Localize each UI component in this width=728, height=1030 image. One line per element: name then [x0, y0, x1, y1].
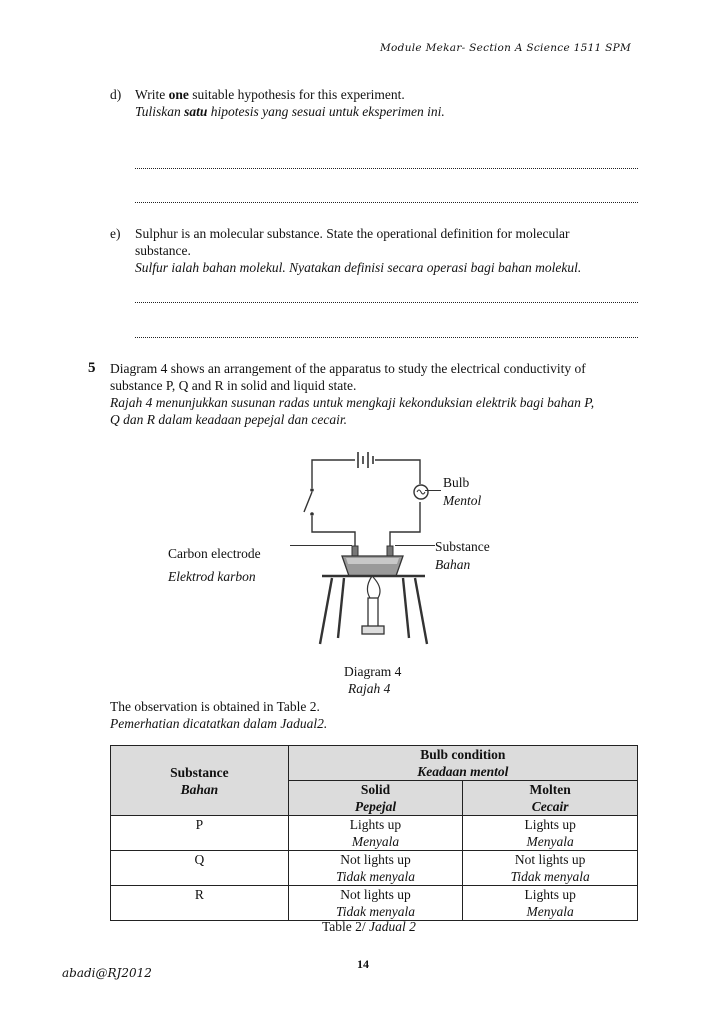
question-e-malay: Sulfur ialah bahan molekul. Nyatakan definisi secara operasi bagi bahan molekul. [135, 260, 582, 275]
diagram-caption-malay: Rajah 4 [348, 681, 391, 696]
switch-icon [310, 488, 314, 492]
diagram-caption: Diagram 4 [344, 664, 402, 679]
molten-cell: Lights up Menyala [463, 886, 638, 921]
substance-cell: P [111, 816, 289, 851]
substance-cell: Q [111, 851, 289, 886]
solid-cell: Lights up Menyala [288, 816, 463, 851]
bulb-icon [414, 485, 428, 499]
observation-table [110, 745, 638, 921]
question-5-malay-line2: Q dan R dalam keadaan pepejal dan cecair. [110, 412, 347, 427]
footer-text: abadi@RJ2012 [62, 966, 152, 980]
bulb-label-malay: Mentol [443, 493, 482, 508]
table-row [111, 851, 638, 886]
question-5-malay-line1: Rajah 4 menunjukkan susunan radas untuk mengkaji kekonduksian elektrik bagi bahan P, [110, 395, 595, 410]
question-e-english-line1: Sulphur is an molecular substance. State the operational definition for molecular [135, 226, 570, 241]
substance-label: Substance [435, 539, 490, 554]
page-number: 14 [357, 957, 369, 971]
solid-column-header: Solid Pepejal [288, 781, 463, 816]
answer-line[interactable] [135, 337, 638, 338]
question-5-english-line1: Diagram 4 shows an arrangement of the apparatus to study the electrical conductivity of [110, 361, 586, 376]
answer-line[interactable] [135, 302, 638, 303]
answer-line[interactable] [135, 168, 638, 169]
observation-text: The observation is obtained in Table 2. [110, 699, 320, 714]
solid-cell: Not lights up Tidak menyala [288, 851, 463, 886]
battery-icon [358, 452, 373, 468]
substance-label-malay: Bahan [435, 557, 471, 572]
molten-column-header: Molten Cecair [463, 781, 638, 816]
question-e-english-line2: substance. [135, 243, 191, 258]
question-d-english: Write one suitable hypothesis for this experiment. [135, 87, 405, 102]
table-header-row [111, 746, 638, 781]
question-5-number: 5 [88, 360, 96, 376]
flame-icon [367, 576, 380, 600]
answer-line[interactable] [135, 202, 638, 203]
question-e-label: e) [110, 226, 121, 241]
bunsen-burner-icon [368, 598, 378, 628]
question-5-english-line2: substance P, Q and R in solid and liquid state. [110, 378, 357, 393]
solid-cell: Not lights up Tidak menyala [288, 886, 463, 921]
bulb-condition-header: Bulb condition Keadaan mentol [288, 746, 637, 781]
table-row [111, 816, 638, 851]
table-row [111, 886, 638, 921]
substance-column-header: Substance Bahan [111, 746, 289, 816]
electrode-label: Carbon electrode [168, 546, 261, 561]
table-caption: Table 2/ Jadual 2 [322, 919, 416, 934]
apparatus-diagram [280, 448, 450, 648]
page-header: Module Mekar- Section A Science 1511 SPM [380, 42, 632, 54]
bulb-label: Bulb [443, 475, 470, 490]
question-d-label: d) [110, 87, 122, 102]
electrode-label-malay: Elektrod karbon [168, 569, 256, 584]
molten-cell: Not lights up Tidak menyala [463, 851, 638, 886]
question-d-malay: Tuliskan satu hipotesis yang sesuai untuk eksperimen ini. [135, 104, 445, 119]
substance-cell: R [111, 886, 289, 921]
observation-text-malay: Pemerhatian dicatatkan dalam Jadual2. [110, 716, 328, 731]
molten-cell: Lights up Menyala [463, 816, 638, 851]
